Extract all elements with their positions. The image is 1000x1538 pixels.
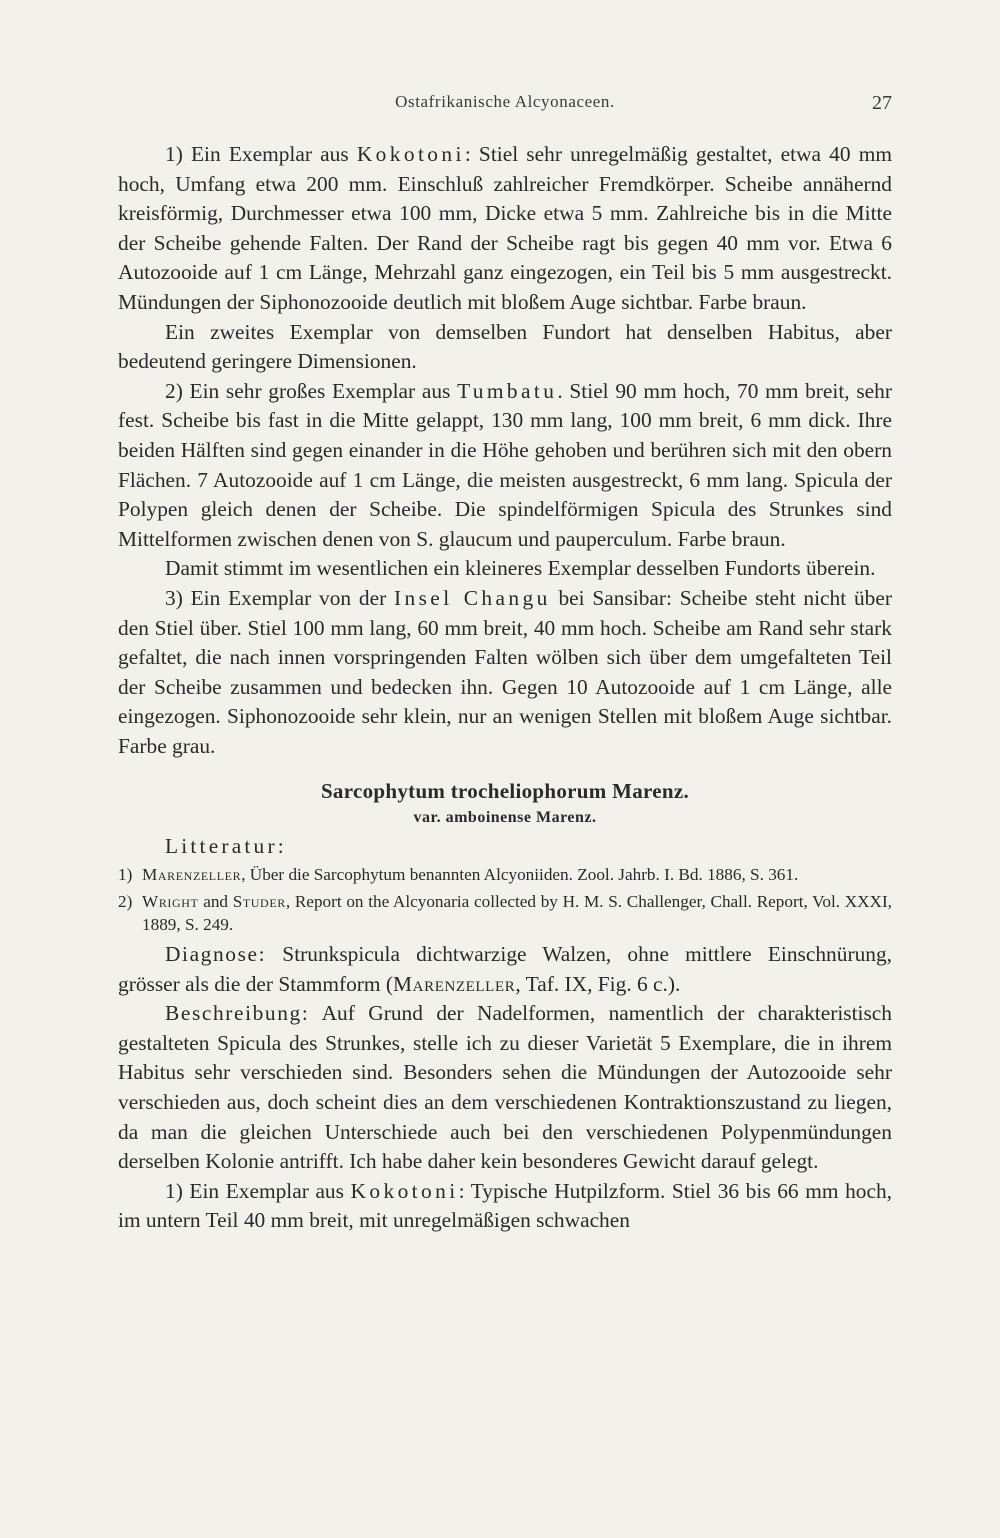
paragraph-second-specimen: Ein zweites Exemplar von demselben Fundort hat denselben Habitus, aber bedeutend geringere Dimensionen. xyxy=(118,319,892,374)
text-run: 3) Ein Exemplar von der xyxy=(165,585,394,610)
locality-name: Insel Changu xyxy=(393,585,551,610)
locality-name: Kokotoni xyxy=(356,142,465,166)
paragraph-description xyxy=(118,999,892,1177)
paragraph-diagnosis xyxy=(118,940,892,999)
reference-list xyxy=(118,863,892,937)
text-run: Strunkspicula dichtwarzige Walzen, ohne mittlere Einschnürung, grösser als die der Stammform ( xyxy=(118,941,892,996)
paragraph-specimen-kokotoni xyxy=(118,1177,892,1236)
species-heading: Sarcophytum trocheliophorum Marenz. xyxy=(320,779,690,804)
reference-text: , Über die Sarcophytum benannten Alcyoniiden. Zool. Jahrb. I. Bd. 1886, S. 361. xyxy=(241,865,799,885)
running-title: Ostafrikanische Alcyonaceen. xyxy=(395,92,615,111)
reference-item xyxy=(118,890,892,937)
paragraph-specimen-3 xyxy=(118,584,892,762)
text-run: : Typische Hutpilzform. Stiel 36 bis 66 mm hoch, im untern Teil 40 mm breit, mit unregelmäßigen schwachen xyxy=(118,1178,892,1233)
text-run: 1) Ein Exemplar aus xyxy=(165,142,357,166)
reference-text: and xyxy=(198,891,233,911)
text-run: Auf Grund der Nadelformen, namentlich der charakteristisch gestalteten Spicula des Strunkes, stelle ich zu dieser Varietät 5 Exemplare, die in ihrem Habitus sehr verschieden sind. Besonders sehen die Mündungen der Autozooide sehr verschieden aus, doch scheint dies an dem verschiedenen Kontraktionszustand zu liegen, da man die gleichen Unterschiede auch bei den verschiedenen Polypenmündungen derselben Kolonie antrifft. Ich habe daher kein besonderes Gewicht darauf gelegt. xyxy=(118,1001,892,1174)
section-label: Diagnose: xyxy=(165,941,267,966)
reference-number: 1) xyxy=(118,865,133,885)
running-header xyxy=(118,92,892,118)
variety-subheading: var. amboinense Marenz. xyxy=(413,809,597,827)
section-label: Beschreibung: xyxy=(165,1001,310,1026)
text-run: 1) Ein Exemplar aus xyxy=(165,1178,351,1203)
page-number: 27 xyxy=(872,92,892,114)
text-run: . Stiel 90 mm hoch, 70 mm breit, sehr fest. Scheibe bis fast in die Mitte gelappt, 130 mm lang, 100 mm breit, 6 mm dick. Ihre beiden Hälften sind gegen einander in die Höhe gehoben und berühren sich mit den obern Flächen. 7 Autozooide auf 1 cm Länge, die meisten ausgestreckt, 6 mm lang. Spicula der Polypen gleich denen der Scheibe. Die spindelförmigen Spicula des Strunkes sind Mittelformen zwischen denen von S. glaucum und pauperculum. Farbe braun. xyxy=(118,378,892,551)
reference-number: 2) xyxy=(118,891,133,911)
literature-title: Litteratur: xyxy=(165,834,287,859)
body-text xyxy=(118,140,892,1236)
author-name: Marenzeller xyxy=(393,971,516,996)
paragraph-smaller-specimen: Damit stimmt im wesentlichen ein kleineres Exemplar desselben Fundorts überein. xyxy=(165,556,876,581)
reference-item xyxy=(118,863,892,887)
locality-name: Kokotoni xyxy=(350,1178,459,1203)
text-run: , Taf. IX, Fig. 6 c.). xyxy=(515,971,681,996)
text-run: 2) Ein sehr großes Exemplar aus xyxy=(165,378,458,403)
reference-author: Marenzeller xyxy=(142,865,242,885)
paragraph-specimen-2 xyxy=(118,377,892,555)
text-run: bei Sansibar: Scheibe steht nicht über den Stiel über. Stiel 100 mm lang, 60 mm breit, 40 mm hoch. Scheibe am Rand sehr stark gefaltet, die nach innen vorspringenden Falten wölben sich über dem umgefalteten Teil der Scheibe zusammen und bedecken ihn. Gegen 10 Autozooide auf 1 cm Länge, alle eingezogen. Siphonozooide sehr klein, nur an wenigen Stellen mit bloßem Auge sichtbar. Farbe grau. xyxy=(118,585,892,758)
text-run: : Stiel sehr unregelmäßig gestaltet, etwa 40 mm hoch, Umfang etwa 200 mm. Einschluß zahlreicher Fremdkörper. Scheibe annähernd kreisförmig, Durchmesser etwa 100 mm, Dicke etwa 5 mm. Zahlreiche bis in die Mitte der Scheibe gehende Falten. Der Rand der Scheibe ragt bis gegen 40 mm vor. Etwa 6 Autozooide auf 1 cm Länge, Mehrzahl ganz eingezogen, ein Teil bis 5 mm ausgestreckt. Mündungen der Siphonozooide deutlich mit bloßem Auge sichtbar. Farbe braun. xyxy=(118,142,892,314)
reference-author: Studer xyxy=(232,891,286,911)
reference-author: Wright xyxy=(142,891,199,911)
paragraph-specimen-1 xyxy=(118,140,892,318)
reference-text: , Report on the Alcyonaria collected by H. M. S. Challenger, Chall. Report, Vol. XXXI, 1889, S. 249. xyxy=(142,891,892,935)
locality-name: Tumbatu xyxy=(457,378,558,403)
